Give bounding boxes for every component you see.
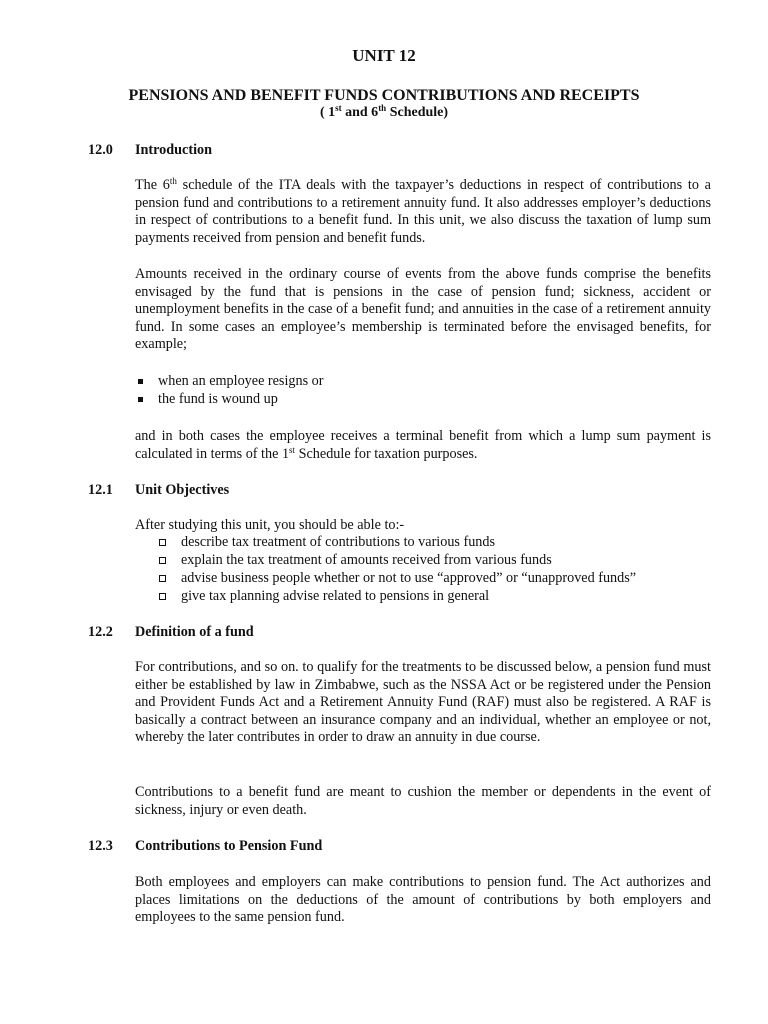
intro-paragraph-3	[135, 428, 711, 463]
bullet-text: when an employee resigns or	[158, 373, 324, 389]
intro-p1-sup: th	[169, 176, 177, 186]
unit-heading: UNIT 12	[352, 46, 416, 65]
objective-text: explain the tax treatment of amounts received from various funds	[181, 552, 552, 568]
objectives-intro: After studying this unit, you should be able to:-	[135, 517, 405, 533]
subtitle-sup-1: st	[335, 103, 342, 113]
definition-paragraph-2: Contributions to a benefit fund are meant to cushion the member or dependents in the event of sickness, injury or even death.	[135, 784, 711, 818]
section-number-12-1: 12.1	[88, 482, 113, 498]
section-title-introduction: Introduction	[135, 142, 212, 158]
intro-p3-text-b: Schedule for taxation purposes.	[295, 445, 478, 462]
checkbox-bullet-icon	[159, 539, 166, 546]
contributions-paragraph-1: Both employees and employers can make contributions to pension fund. The Act authorizes and places limitations on the deductions of the amount of contributions by both employers and employees to the same pension fund.	[135, 874, 711, 926]
checkbox-bullet-icon	[159, 593, 166, 600]
intro-paragraph-2: Amounts received in the ordinary course of events from the above funds comprise the benefits envisaged by the fund that is pensions in the case of pension fund; sickness, accident or unemployment benefits in the case of a benefit fund; and annuities in the case of a retirement annuity fund. In some cases an employee’s membership is terminated before the envisaged benefits, for example;	[135, 266, 711, 353]
bullet-text: the fund is wound up	[158, 391, 278, 407]
section-number-12-0: 12.0	[88, 142, 113, 158]
subtitle-sup-2: th	[378, 103, 387, 113]
intro-p1-text-a: The 6	[135, 177, 170, 193]
schedule-subtitle	[0, 104, 768, 122]
section-title-unit-objectives: Unit Objectives	[135, 482, 230, 498]
page-title: PENSIONS AND BENEFIT FUNDS CONTRIBUTIONS AND RECEIPTS	[128, 87, 640, 104]
section-title-contributions-to-pension-fund: Contributions to Pension Fund	[135, 838, 323, 854]
intro-p3-sup: st	[289, 444, 296, 455]
checkbox-bullet-icon	[159, 575, 166, 582]
objective-text: advise business people whether or not to use “approved” or “unapproved funds”	[181, 570, 637, 586]
section-title-definition-of-a-fund: Definition of a fund	[135, 624, 254, 640]
section-number-12-2: 12.2	[88, 624, 113, 640]
checkbox-bullet-icon	[159, 557, 166, 564]
square-bullet-icon	[138, 379, 143, 384]
intro-paragraph-1	[135, 177, 711, 247]
objective-text: give tax planning advise related to pensions in general	[181, 588, 490, 604]
subtitle-open: ( 1	[319, 105, 336, 120]
section-number-12-3: 12.3	[88, 838, 113, 854]
subtitle-and: and 6	[341, 105, 379, 120]
square-bullet-icon	[138, 397, 143, 402]
intro-p1-text-b: schedule of the ITA deals with the taxpayer’s deductions in respect of contributions to a pension fund and contributions to a retirement annuity fund. It also addresses employer’s deductions in respect of contributions to a benefit fund. In this unit, we also discuss the taxation of lump sum payments received from pension and benefit funds.	[135, 177, 711, 246]
objective-text: describe tax treatment of contributions to various funds	[181, 534, 496, 550]
intro-p3-text-a: and in both cases the employee receives a terminal benefit from which a lump sum payment is calculated in terms of the 1	[135, 428, 711, 462]
subtitle-close: Schedule)	[386, 105, 449, 120]
definition-paragraph-1: For contributions, and so on. to qualify for the treatments to be discussed below, a pension fund must either be established by law in Zimbabwe, such as the NSSA Act or be registered under the Pension and Provident Funds Act and a Retirement Annuity Fund (RAF) must also be registered. A RAF is basically a contract between an insurance company and an individual, whether an employee or not, whereby the later contributes in order to draw an annuity in due course.	[135, 659, 711, 746]
